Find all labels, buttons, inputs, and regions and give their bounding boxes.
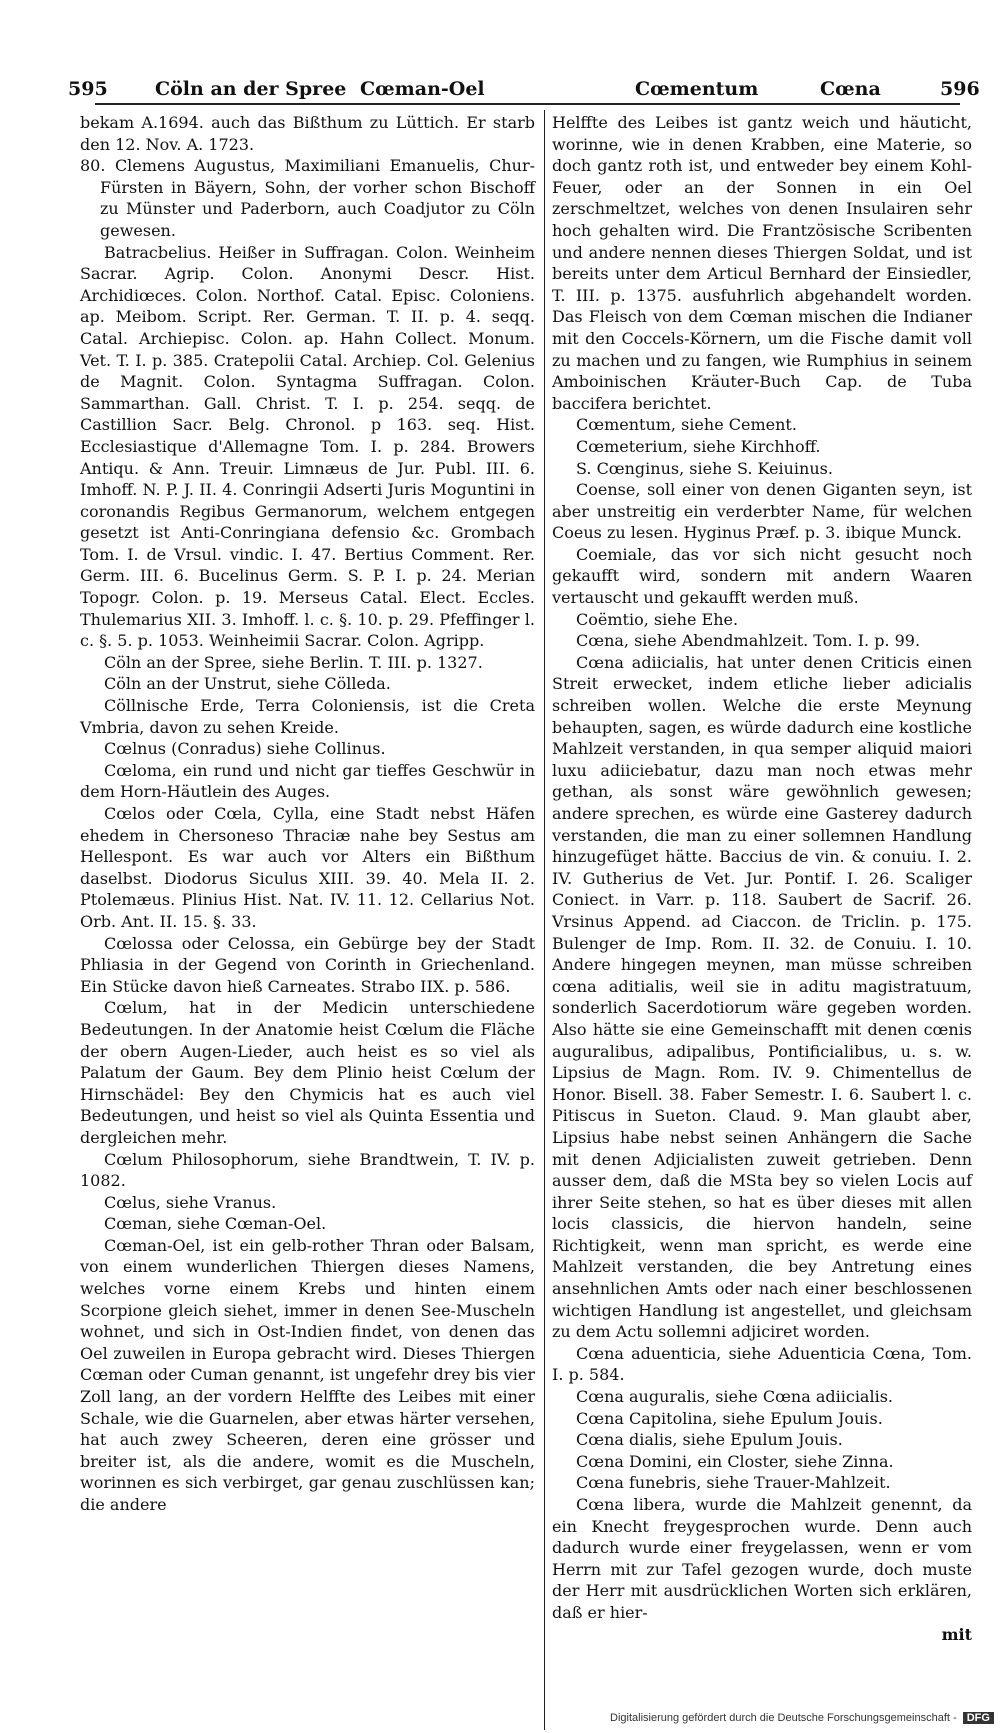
- right-entry-range: Cœna: [820, 78, 881, 100]
- text-entry: Cœlossa oder Celossa, ein Gebürge bey der Stadt Phliasia in der Gegend von Corinth in Griechenland. Ein Stücke davon hieß Carneates. Strabo IIX. p. 586.: [80, 933, 535, 996]
- right-column: [552, 112, 972, 1645]
- text-entry: Cœna dialis, siehe Epulum Jouis.: [576, 1430, 843, 1450]
- text-entry: Cœna funebris, siehe Trauer-Mahlzeit.: [576, 1473, 891, 1493]
- text-entry: 80. Clemens Augustus, Maximiliani Emanuelis, Chur-Fürsten in Bäyern, Sohn, der vorher schon Bischoff zu Münster und Paderborn, auch Coadjutor zu Cöln gewesen.: [80, 156, 535, 240]
- text-entry: Cœna aduenticia, siehe Aduenticia Cœna, Tom. I. p. 584.: [552, 1343, 972, 1385]
- text-entry: Cœmentum, siehe Cement.: [576, 415, 797, 435]
- text-entry: Cöln an der Unstrut, siehe Cölleda.: [104, 674, 391, 694]
- digitization-footer: [610, 1712, 994, 1724]
- text-entry: Cöllnische Erde, Terra Coloniensis, ist die Creta Vmbria, davon zu sehen Kreide.: [80, 696, 535, 737]
- text-entry: Batracbelius. Heißer in Suffragan. Colon. Weinheim Sacrar. Agrip. Colon. Anonymi Descr. Hist. Archidiœces. Colon. Northof. Catal. Episc. Coloniens. ap. Meibom. Script. Rer. German. T. II. p. 4. seqq. Catal. Archiepisc. Colon. ap. Hahn Collect. Monum. Vet. T. I. p. 385. Cratepolii Catal. Archiep. Col. Gelenius de Magnit. Colon. Syntagma Suffragan. Colon. Sammarthan. Gall. Christ. T. I. p. 254. seqq. de Castillion Sacr. Belg. Chronol. p 163. seq. Hist. Ecclesiastique d'Allemagne Tom. I. p. 284. Browers Antiqu. & Ann. Treuir. Limnæus de Jur. Publ. III. 6. Imhoff. N. P. J. II. 4. Conringii Adserti Juris Moguntini in coronandis Regibus Germanorum, welchem entgegen gesetzt ist Anti-Conringiana defensio &c. Grombach Tom. I. de Vrsul. vindic. I. 47. Bertius Comment. Rer. Germ. III. 6. Bucelinus Germ. S. P. I. p. 24. Merian Topogr. Colon. p. 19. Merseus Catal. Elect. Eccles. Thulemarius XII. 3. Imhoff. l. c. §. 10. p. 29. Pfeffinger l. c. §. 5. p. 1053. Weinheimii Sacrar. Colon. Agripp.: [80, 242, 535, 651]
- text-entry: Coëmtio, siehe Ehe.: [576, 609, 739, 629]
- dfg-logo: DFG: [963, 1712, 994, 1724]
- text-entry: Coemiale, das vor sich nicht gesucht noch gekaufft wird, sondern mit andern Waaren vertauscht und gekaufft werden muß.: [552, 544, 972, 608]
- text-entry: Cœna libera, wurde die Mahlzeit genennt, da ein Knecht freygesprochen wurde. Denn auch dadurch wurde einer freygelassen, wenn er vom Herrn mit zur Tafel gezogen wurde, doch muste der Herr mit ausdrücklichen Worten sich erklären, daß er hier-: [552, 1495, 972, 1622]
- text-entry: S. Cœnginus, siehe S. Keiuinus.: [576, 458, 833, 478]
- text-entry: Cœlnus (Conradus) siehe Collinus.: [104, 739, 386, 759]
- text-entry: Cœlos oder Cœla, Cylla, eine Stadt nebst Häfen ehedem in Chersoneso Thraciæ nahe bey Sestus am Hellespont. Es war auch vor Alters ein Bißthum daselbst. Diodorus Siculus XIII. 39. 40. Mela II. 2. Ptolemæus. Plinius Hist. Nat. IV. 11. 12. Cellarius Not. Orb. Ant. II. 15. §. 33.: [80, 804, 535, 931]
- text-entry: Coense, soll einer von denen Giganten seyn, ist aber unstreitig ein verderbter Name, für welchen Coeus zu lesen. Hyginus Præf. p. 3. ibique Munck.: [552, 480, 972, 543]
- text-entry: Cœlus, siehe Vranus.: [104, 1192, 277, 1212]
- text-entry: Helffte des Leibes ist gantz weich und häuticht, worinne, wie in denen Krabben, eine Materie, so doch gantz roth ist, und entweder bey einem Kohl-Feuer, oder an der Sonnen in ein Oel zerschmeltzet, welches von denen Insulairen sehr hoch gehalten wird. Die Frantzösische Scribenten und andere nennen dieses Thiergen Soldat, und ist bereits unter dem Articul Bernhard der Einsiedler, T. III. p. 1375. ausfuhrlich abgehandelt worden. Das Fleisch von dem Cœman mischen die Indianer mit den Coccels-Körnern, um die Fische damit voll zu machen und zu fangen, wie Rumphius in seinem Amboinischen Kräuter-Buch Cap. de Tuba baccifera berichtet.: [552, 113, 972, 413]
- right-running-title: Cœmentum: [635, 78, 759, 100]
- text-entry: Cöln an der Spree, siehe Berlin. T. III. p. 1327.: [104, 652, 483, 672]
- right-page-number: 596: [940, 78, 980, 100]
- left-page-number: 595: [68, 78, 108, 100]
- left-running-title: Cöln an der Spree: [155, 78, 347, 100]
- text-entry: Cœman, siehe Cœman-Oel.: [104, 1214, 327, 1234]
- column-divider: [544, 110, 545, 1730]
- text-entry: Cœna, siehe Abendmahlzeit. Tom. I. p. 99.: [576, 631, 921, 651]
- text-entry: Cœna auguralis, siehe Cœna adiicialis.: [576, 1387, 893, 1407]
- text-entry: Cœloma, ein rund und nicht gar tieffes Geschwür in dem Horn-Häutlein des Auges.: [80, 760, 535, 802]
- text-entry: Cœna adiicialis, hat unter denen Criticis einen Streit erwecket, indem etliche lieber adicialis schreiben wollen. Welche die erste Meynung behaupten, sagen, es würde dadurch eine kostliche Mahlzeit verstanden, in qua semper aliquid maiori luxu adiiciebatur, dazu man noch etwas mehr gethan, als sonst wäre gewöhnlich gewesen; andere sprechen, es würde eine Gasterey dadurch verstanden, die man zu einer sollemnen Handlung hinzugefüget hätte. Baccius de vin. & conuiu. I. 2. IV. Gutherius de Vet. Jur. Pontif. I. 26. Scaliger Coniect. in Varr. p. 118. Saubert de Sacrif. 26. Vrsinus Append. ad Ciaccon. de Triclin. p. 175. Bulenger de Imp. Rom. II. 32. de Conuiu. I. 10. Andere hingegen meynen, man müsse schreiben cœna aditialis, weil sie in aditu magistratuum, sonderlich Sacerdotiorum wäre gegeben worden. Also hätte sie eine Gemeinschafft mit denen cœnis auguralibus, adipalibus, Pontificialibus, u. s. w. Lipsius de Magn. Rom. IV. 9. Chimentellus de Honor. Bisell. 38. Faber Semestr. I. 6. Saubert l. c. Pitiscus in Sueton. Claud. 9. Man glaubt aber, Lipsius habe nebst seinen Anhängern die Sache mit denen Adjicialisten zuweit getrieben. Denn ausser dem, daß die MSta bey so vielen Locis auf ihrer Seite stehen, so hat es über dieses mit allen locis classicis, die hiervon handeln, seine Richtigkeit, wenn man spricht, es werde eine Mahlzeit verstanden, die bey Antretung eines ansehnlichen Amts oder nach einer beschlossenen wichtigen Handlung ist angestellet, und gleichsam zu dem Actu sollemni adjiciret worden.: [552, 652, 972, 1342]
- footer-text: Digitalisierung gefördert durch die Deutsche Forschungsgemeinschaft -: [610, 1712, 957, 1724]
- text-entry: Cœna Domini, ein Closter, siehe Zinna.: [576, 1451, 894, 1471]
- text-entry: Cœmeterium, siehe Kirchhoff.: [576, 436, 821, 456]
- text-entry: Cœna Capitolina, siehe Epulum Jouis.: [576, 1408, 883, 1428]
- text-entry: Cœlum Philosophorum, siehe Brandtwein, T. IV. p. 1082.: [80, 1149, 535, 1191]
- left-entry-range: Cœman-Oel: [360, 78, 485, 100]
- text-entry: bekam A.1694. auch das Bißthum zu Lüttich. Er starb den 12. Nov. A. 1723.: [80, 113, 535, 154]
- text-entry: Cœman-Oel, ist ein gelb-rother Thran oder Balsam, von einem wunderlichen Thiergen dieses Namens, welches vorne einem Krebs und hinten einem Scorpione gleich siehet, immer in denen See-Muscheln wohnet, und sich in Ost-Indien findet, von denen das Oel zuweilen in Europa gebracht wird. Dieses Thiergen Cœman oder Cuman genannt, ist ungefehr drey bis vier Zoll lang, an der vordern Helffte des Leibes mit einer Schale, wie die Guarnelen, aber etwas härter versehen, hat auch zwey Scheeren, deren eine grösser und breiter ist, als die andere, womit es die Muscheln, worinnen es sich verbirget, gar genau zuschlüssen kan; die andere: [80, 1235, 535, 1514]
- text-entry: Cœlum, hat in der Medicin unterschiedene Bedeutungen. In der Anatomie heist Cœlum die Fläche der obern Augen-Lieder, auch heist es so viel als Palatum der Gaum. Bey dem Plinio heist Cœlum der Hirnschädel: Bey den Chymicis hat es auch viel Bedeutungen, und heist so viel als Quinta Essentia und dergleichen mehr.: [80, 998, 535, 1147]
- left-column: [80, 112, 535, 1516]
- header-rule: [95, 103, 960, 105]
- catchword: mit: [941, 1624, 972, 1644]
